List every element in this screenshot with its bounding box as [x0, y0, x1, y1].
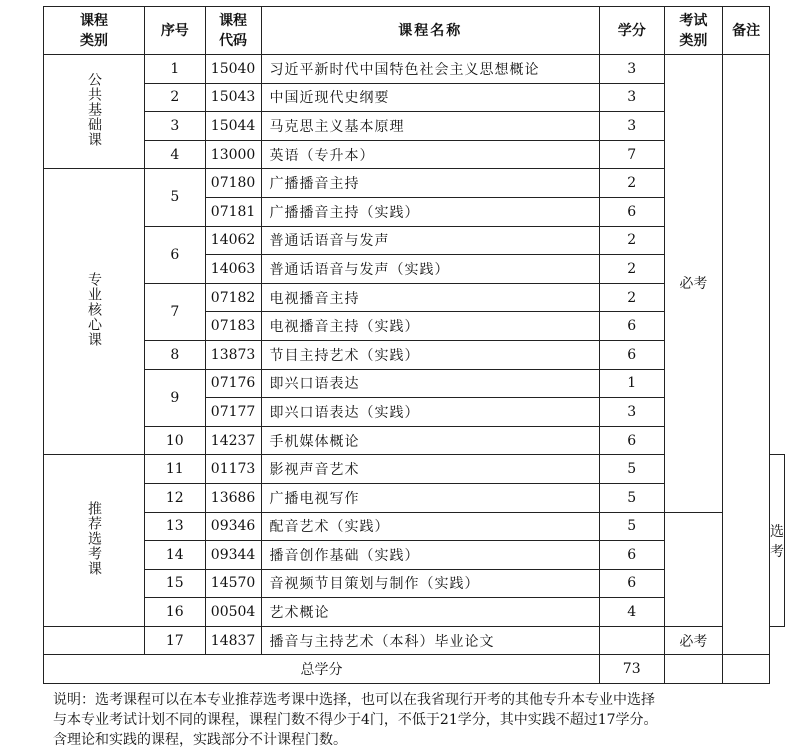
seq-cell: 8	[145, 340, 206, 369]
credit-cell: 3	[599, 398, 664, 427]
code-cell: 14837	[205, 626, 261, 655]
credit-cell: 2	[599, 169, 664, 198]
category-cell-empty	[44, 626, 145, 655]
total-value: 73	[599, 655, 664, 684]
name-cell: 配音艺术（实践）	[261, 512, 599, 541]
code-cell: 14570	[205, 569, 261, 598]
total-label: 总学分	[44, 655, 600, 684]
credit-cell: 2	[599, 283, 664, 312]
credit-cell: 2	[599, 255, 664, 284]
seq-cell: 13	[145, 512, 206, 541]
header-remark: 备注	[723, 7, 770, 55]
name-cell: 即兴口语表达（实践）	[261, 398, 599, 427]
seq-cell: 5	[145, 169, 206, 226]
name-cell: 影视声音艺术	[261, 455, 599, 484]
header-category: 课程类别	[44, 7, 145, 55]
category-cell-core: 专业核心课	[44, 169, 145, 455]
credit-cell: 1	[599, 369, 664, 398]
total-exam-empty	[664, 655, 723, 684]
code-cell: 13000	[205, 140, 261, 169]
credit-cell: 6	[599, 197, 664, 226]
name-cell: 播音创作基础（实践）	[261, 541, 599, 570]
seq-cell: 2	[145, 83, 206, 112]
name-cell: 马克思主义基本原理	[261, 112, 599, 141]
exam-cell-required: 必考	[664, 55, 723, 513]
code-cell: 14062	[205, 226, 261, 255]
category-cell-elective: 推荐选考课	[44, 455, 145, 627]
total-row	[44, 655, 785, 684]
header-exam: 考试类别	[664, 7, 723, 55]
credit-cell	[599, 626, 664, 655]
seq-cell: 10	[145, 426, 206, 455]
table-row	[44, 598, 785, 627]
name-cell: 音视频节目策划与制作（实践）	[261, 569, 599, 598]
credit-cell: 6	[599, 426, 664, 455]
name-cell: 节目主持艺术（实践）	[261, 340, 599, 369]
course-table	[43, 6, 785, 684]
name-cell: 艺术概论	[261, 598, 599, 627]
code-cell: 15040	[205, 55, 261, 84]
credit-cell: 3	[599, 83, 664, 112]
credit-cell: 5	[599, 483, 664, 512]
header-code: 课程代码	[205, 7, 261, 55]
exam-cell-optional: 选考	[770, 455, 785, 627]
note-line: 与本专业考试计划不同的课程，课程门数不得少于4门，不低于21学分，其中实践不超过17学分。	[53, 712, 658, 728]
credit-cell: 6	[599, 340, 664, 369]
name-cell: 即兴口语表达	[261, 369, 599, 398]
code-cell: 01173	[205, 455, 261, 484]
table-row	[44, 541, 785, 570]
seq-cell: 6	[145, 226, 206, 283]
code-cell: 15043	[205, 83, 261, 112]
credit-cell: 5	[599, 512, 664, 541]
seq-cell: 16	[145, 598, 206, 627]
table-row	[44, 569, 785, 598]
note-line: 含理论和实践的课程，实践部分不计课程门数。	[53, 732, 347, 748]
seq-cell: 7	[145, 283, 206, 340]
name-cell: 播音与主持艺术（本科）毕业论文	[261, 626, 599, 655]
credit-cell: 6	[599, 569, 664, 598]
name-cell: 英语（专升本）	[261, 140, 599, 169]
total-remark-empty	[723, 655, 770, 684]
header-seq: 序号	[145, 7, 206, 55]
seq-cell: 15	[145, 569, 206, 598]
credit-cell: 3	[599, 55, 664, 84]
code-cell: 09344	[205, 541, 261, 570]
credit-cell: 6	[599, 312, 664, 341]
code-cell: 07182	[205, 283, 261, 312]
seq-cell: 1	[145, 55, 206, 84]
seq-cell: 9	[145, 369, 206, 426]
code-cell: 07177	[205, 398, 261, 427]
code-cell: 14237	[205, 426, 261, 455]
note-line: 说明：选考课程可以在本专业推荐选考课中选择，也可以在我省现行开考的其他专升本专业中选择	[53, 692, 655, 708]
code-cell: 13686	[205, 483, 261, 512]
credit-cell: 3	[599, 112, 664, 141]
name-cell: 广播播音主持	[261, 169, 599, 198]
name-cell: 中国近现代史纲要	[261, 83, 599, 112]
name-cell: 广播电视写作	[261, 483, 599, 512]
header-row	[44, 7, 785, 55]
exam-cell-required: 必考	[664, 626, 723, 655]
header-name: 课程名称	[261, 7, 599, 55]
seq-cell: 12	[145, 483, 206, 512]
credit-cell: 5	[599, 455, 664, 484]
credit-cell: 7	[599, 140, 664, 169]
category-cell-public: 公共基础课	[44, 55, 145, 169]
code-cell: 07176	[205, 369, 261, 398]
name-cell: 普通话语音与发声（实践）	[261, 255, 599, 284]
code-cell: 14063	[205, 255, 261, 284]
remark-cell	[723, 55, 770, 655]
seq-cell: 11	[145, 455, 206, 484]
seq-cell: 4	[145, 140, 206, 169]
name-cell: 普通话语音与发声	[261, 226, 599, 255]
credit-cell: 2	[599, 226, 664, 255]
name-cell: 习近平新时代中国特色社会主义思想概论	[261, 55, 599, 84]
header-credit: 学分	[599, 7, 664, 55]
table-row	[44, 626, 785, 655]
code-cell: 07180	[205, 169, 261, 198]
seq-cell: 17	[145, 626, 206, 655]
code-cell: 15044	[205, 112, 261, 141]
name-cell: 电视播音主持（实践）	[261, 312, 599, 341]
code-cell: 00504	[205, 598, 261, 627]
table-row	[44, 512, 785, 541]
credit-cell: 4	[599, 598, 664, 627]
table-row	[44, 55, 785, 84]
name-cell: 手机媒体概论	[261, 426, 599, 455]
explanation-note	[53, 690, 773, 750]
code-cell: 09346	[205, 512, 261, 541]
name-cell: 电视播音主持	[261, 283, 599, 312]
code-cell: 07183	[205, 312, 261, 341]
code-cell: 13873	[205, 340, 261, 369]
seq-cell: 3	[145, 112, 206, 141]
seq-cell: 14	[145, 541, 206, 570]
name-cell: 广播播音主持（实践）	[261, 197, 599, 226]
code-cell: 07181	[205, 197, 261, 226]
credit-cell: 6	[599, 541, 664, 570]
